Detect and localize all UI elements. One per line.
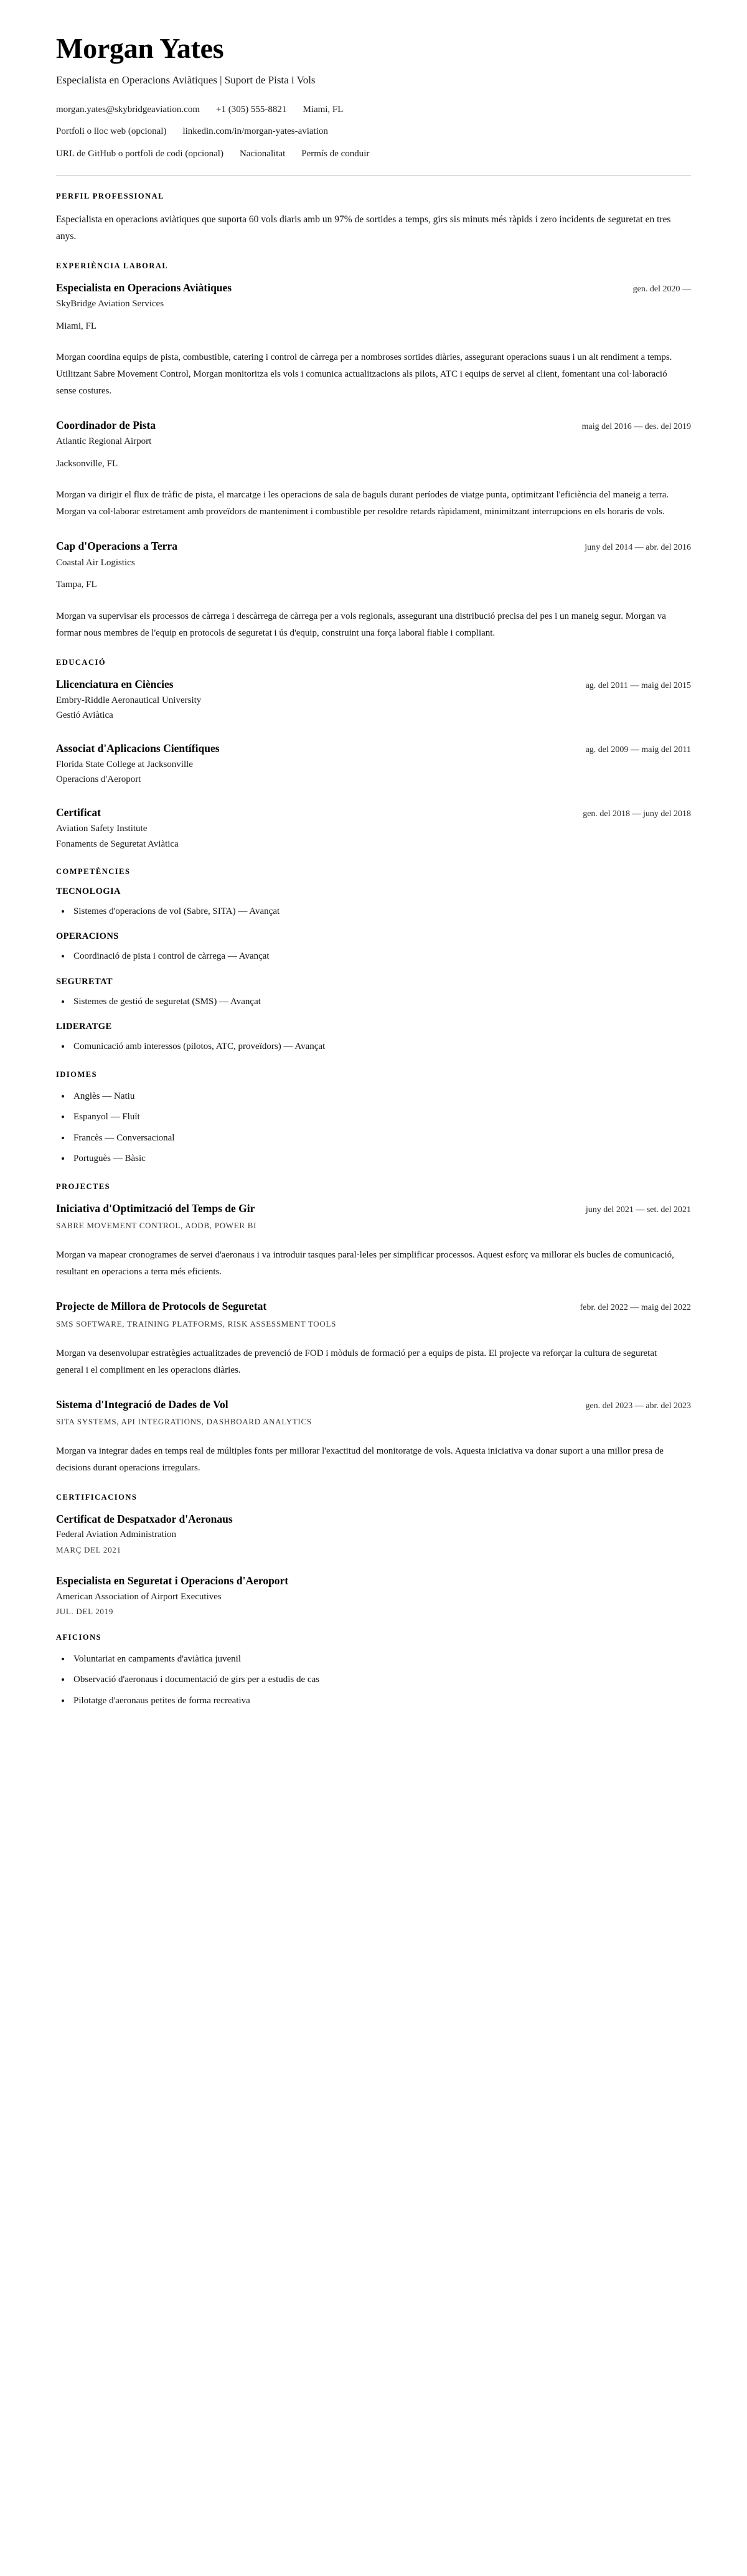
section-title-projects: PROJECTES	[56, 1182, 111, 1192]
project-dates: gen. del 2023 — abr. del 2023	[585, 1401, 691, 1411]
education-school: Aviation Safety Institute	[56, 824, 148, 834]
education-entry	[56, 741, 691, 787]
experience-location: Tampa, FL	[56, 580, 97, 590]
contact-line-extra	[56, 148, 691, 161]
section-title-certifications: CERTIFICACIONS	[56, 1492, 138, 1502]
skill-list	[56, 995, 691, 1009]
project-tech-stack: SMS SOFTWARE, TRAINING PLATFORMS, RISK ASSESSMENT TOOLS	[56, 1319, 337, 1328]
contact-line-web	[56, 125, 691, 139]
education-school: Embry-Riddle Aeronautical University	[56, 695, 202, 705]
education-entry	[56, 677, 691, 723]
experience-description: Morgan va dirigir el flux de tràfic de pista, el marcatge i les operacions de sala de baguls durant períodes de viatge punta, optimitzant l'eficiència del maneig a terra. Morgan va col·laborar estretament amb proveïdors de manteniment i combustible per resoldre retards ràpidament, minimitzant interrupcions en els horaris de vols.	[56, 490, 669, 517]
section-title-experience: EXPERIÈNCIA LABORAL	[56, 261, 169, 271]
hobby-list	[56, 1652, 691, 1708]
project-title: Sistema d'Integració de Dades de Vol	[56, 1398, 228, 1411]
hobby-item: Pilotatge d'aeronaus petites de forma recreativa	[56, 1694, 691, 1708]
skill-group-name: SEGURETAT	[56, 976, 113, 987]
experience-entry-head	[56, 281, 691, 295]
experience-entry	[56, 418, 691, 520]
skill-item: Sistemes de gestió de seguretat (SMS) — Avançat	[56, 995, 691, 1009]
header-divider	[56, 175, 691, 176]
certification-title: Certificat de Despatxador d'Aeronaus	[56, 1512, 233, 1525]
project-entry	[56, 1299, 691, 1378]
section-certifications	[56, 1493, 691, 1617]
project-title: Projecte de Millora de Protocols de Seguretat	[56, 1300, 267, 1313]
skill-group-name: OPERACIONS	[56, 931, 119, 942]
project-description: Morgan va mapear cronogrames de servei d'aeronaus i va introduir tasques paral·leles per simplificar processos. Aquest esforç va millorar els bucles de comunicació, resultant en operacions a terra més eficients.	[56, 1250, 674, 1277]
education-field: Gestió Aviàtica	[56, 710, 113, 721]
project-description: Morgan va desenvolupar estratègies actualitzades de prevenció de FOD i mòduls de formació per a equips de pista. El projecte va reforçar la cultura de seguretat general i el compliment en les operacions diàries.	[56, 1348, 657, 1375]
section-title-profile: PERFIL PROFESSIONAL	[56, 191, 165, 200]
project-dates: juny del 2021 — set. del 2021	[585, 1205, 691, 1215]
section-skills	[56, 867, 691, 1054]
experience-entry	[56, 539, 691, 641]
experience-entry-head	[56, 539, 691, 553]
contact-email[interactable]: morgan.yates@skybridgeaviation.com	[56, 104, 200, 115]
education-entry-head	[56, 741, 691, 756]
project-entry	[56, 1201, 691, 1281]
language-item: Anglès — Natiu	[56, 1089, 691, 1104]
experience-description: Morgan va supervisar els processos de càrrega i descàrrega de càrrega per a vols regionals, assegurant una distribució precisa del pes i un maneig segur. Morgan va formar nous membres de l'equip en protocols de seguretat i ús d'equip, construint una força laboral fiable i compliant.	[56, 611, 666, 638]
education-dates: ag. del 2011 — maig del 2015	[585, 680, 691, 690]
contact-nationality-placeholder[interactable]: Nacionalitat	[239, 149, 286, 159]
education-degree: Associat d'Aplicacions Científiques	[56, 741, 220, 754]
skill-item: Sistemes d'operacions de vol (Sabre, SITA) — Avançat	[56, 905, 691, 919]
skill-group	[56, 977, 691, 1009]
section-title-hobbies: AFICIONS	[56, 1633, 102, 1642]
education-dates: ag. del 2009 — maig del 2011	[585, 745, 691, 754]
experience-location: Miami, FL	[56, 321, 97, 331]
skill-list	[56, 1040, 691, 1054]
contact-portfolio-placeholder[interactable]: Portfoli o lloc web (opcional)	[56, 126, 167, 137]
language-item: Portuguès — Bàsic	[56, 1152, 691, 1166]
skill-list	[56, 949, 691, 964]
section-languages	[56, 1070, 691, 1166]
project-entry-head	[56, 1201, 691, 1216]
skill-group	[56, 931, 691, 964]
language-item: Francès — Conversacional	[56, 1131, 691, 1145]
certification-entry	[56, 1574, 691, 1617]
education-entry-head	[56, 806, 691, 820]
section-experience	[56, 261, 691, 642]
project-title: Iniciativa d'Optimització del Temps de Gir	[56, 1202, 255, 1215]
language-list	[56, 1089, 691, 1166]
section-title-skills: COMPETÈNCIES	[56, 867, 131, 877]
contact-line-primary	[56, 103, 691, 117]
project-tech-stack: SABRE MOVEMENT CONTROL, AODB, POWER BI	[56, 1221, 257, 1231]
contact-linkedin[interactable]: linkedin.com/in/morgan-yates-aviation	[182, 126, 328, 137]
skill-item: Coordinació de pista i control de càrrega — Avançat	[56, 949, 691, 964]
experience-entry-head	[56, 418, 691, 433]
experience-dates: maig del 2016 — des. del 2019	[581, 422, 691, 432]
candidate-headline: Especialista en Operacions Aviàtiques | Suport de Pista i Vols	[56, 73, 316, 86]
skill-group-name: TECNOLOGIA	[56, 886, 121, 897]
section-projects	[56, 1182, 691, 1477]
section-hobbies	[56, 1633, 691, 1708]
certification-title: Especialista en Seguretat i Operacions d'Aeroport	[56, 1574, 289, 1587]
project-entry-head	[56, 1398, 691, 1412]
experience-job-title: Coordinador de Pista	[56, 419, 156, 432]
education-school: Florida State College at Jacksonville	[56, 759, 193, 769]
experience-location: Jacksonville, FL	[56, 458, 118, 469]
section-title-languages: IDIOMES	[56, 1070, 98, 1079]
education-degree: Certificat	[56, 806, 101, 819]
skill-group	[56, 1022, 691, 1054]
project-description: Morgan va integrar dades en temps real de múltiples fonts per millorar l'exactitud del monitoratge de vols. Aquesta iniciativa va donar suport a una millor presa de decisions durant operacions irregulars.	[56, 1445, 664, 1473]
education-field: Operacions d'Aeroport	[56, 774, 141, 785]
project-tech-stack: SITA SYSTEMS, API INTEGRATIONS, DASHBOARD ANALYTICS	[56, 1416, 312, 1426]
section-profile	[56, 192, 691, 245]
education-field: Fonaments de Seguretat Aviàtica	[56, 839, 179, 849]
education-dates: gen. del 2018 — juny del 2018	[583, 809, 691, 819]
contact-driving-licence-placeholder[interactable]: Permís de conduir	[301, 149, 370, 159]
hobby-item: Voluntariat en campaments d'aviàtica juvenil	[56, 1652, 691, 1666]
section-education	[56, 658, 691, 852]
certification-issuer: Federal Aviation Administration	[56, 1530, 177, 1540]
experience-dates: juny del 2014 — abr. del 2016	[585, 543, 691, 553]
skill-group-name: LIDERATGE	[56, 1021, 112, 1032]
contact-github-placeholder[interactable]: URL de GitHub o portfoli de codi (opcional)	[56, 149, 223, 159]
contact-location: Miami, FL	[303, 104, 344, 115]
candidate-name: Morgan Yates	[56, 32, 224, 64]
experience-description: Morgan coordina equips de pista, combustible, catering i control de càrrega per a nombroses sortides diàries, assegurant operacions suaus i un alt rendiment a temps. Utilitzant Sabre Movement Control, Morgan monitoritza els vols i comunica actualitzacions als pilots, ATC i equips de servei al client, fomentant una col·laboració sense costures.	[56, 352, 672, 397]
experience-organization: Atlantic Regional Airport	[56, 436, 152, 447]
experience-job-title: Cap d'Operacions a Terra	[56, 540, 177, 553]
skill-list	[56, 905, 691, 919]
resume-header	[56, 32, 691, 161]
project-dates: febr. del 2022 — maig del 2022	[580, 1303, 691, 1313]
experience-dates: gen. del 2020 —	[632, 284, 691, 294]
certification-issuer: American Association of Airport Executives	[56, 1591, 222, 1602]
education-degree: Llicenciatura en Ciències	[56, 677, 174, 690]
education-entry	[56, 806, 691, 851]
project-entry-head	[56, 1299, 691, 1314]
project-entry	[56, 1398, 691, 1477]
skill-item: Comunicació amb interessos (pilotos, ATC, proveïdors) — Avançat	[56, 1040, 691, 1054]
skill-group	[56, 886, 691, 919]
profile-summary: Especialista en operacions aviàtiques que suporta 60 vols diaris amb un 97% de sortides a temps, girs sis minuts més ràpids i zero incidents de seguretat en tres anys.	[56, 214, 671, 242]
contact-phone[interactable]: +1 (305) 555-8821	[215, 104, 287, 115]
experience-entry	[56, 281, 691, 400]
experience-organization: Coastal Air Logistics	[56, 557, 135, 568]
education-entry-head	[56, 677, 691, 692]
experience-job-title: Especialista en Operacions Aviàtiques	[56, 281, 232, 294]
language-item: Espanyol — Fluït	[56, 1110, 691, 1124]
certification-date: MARÇ DEL 2021	[56, 1544, 121, 1554]
certification-date: JUL. DEL 2019	[56, 1607, 114, 1617]
section-title-education: EDUCACIÓ	[56, 657, 106, 667]
certification-entry	[56, 1512, 691, 1555]
experience-organization: SkyBridge Aviation Services	[56, 299, 164, 309]
hobby-item: Observació d'aeronaus i documentació de girs per a estudis de cas	[56, 1673, 691, 1687]
